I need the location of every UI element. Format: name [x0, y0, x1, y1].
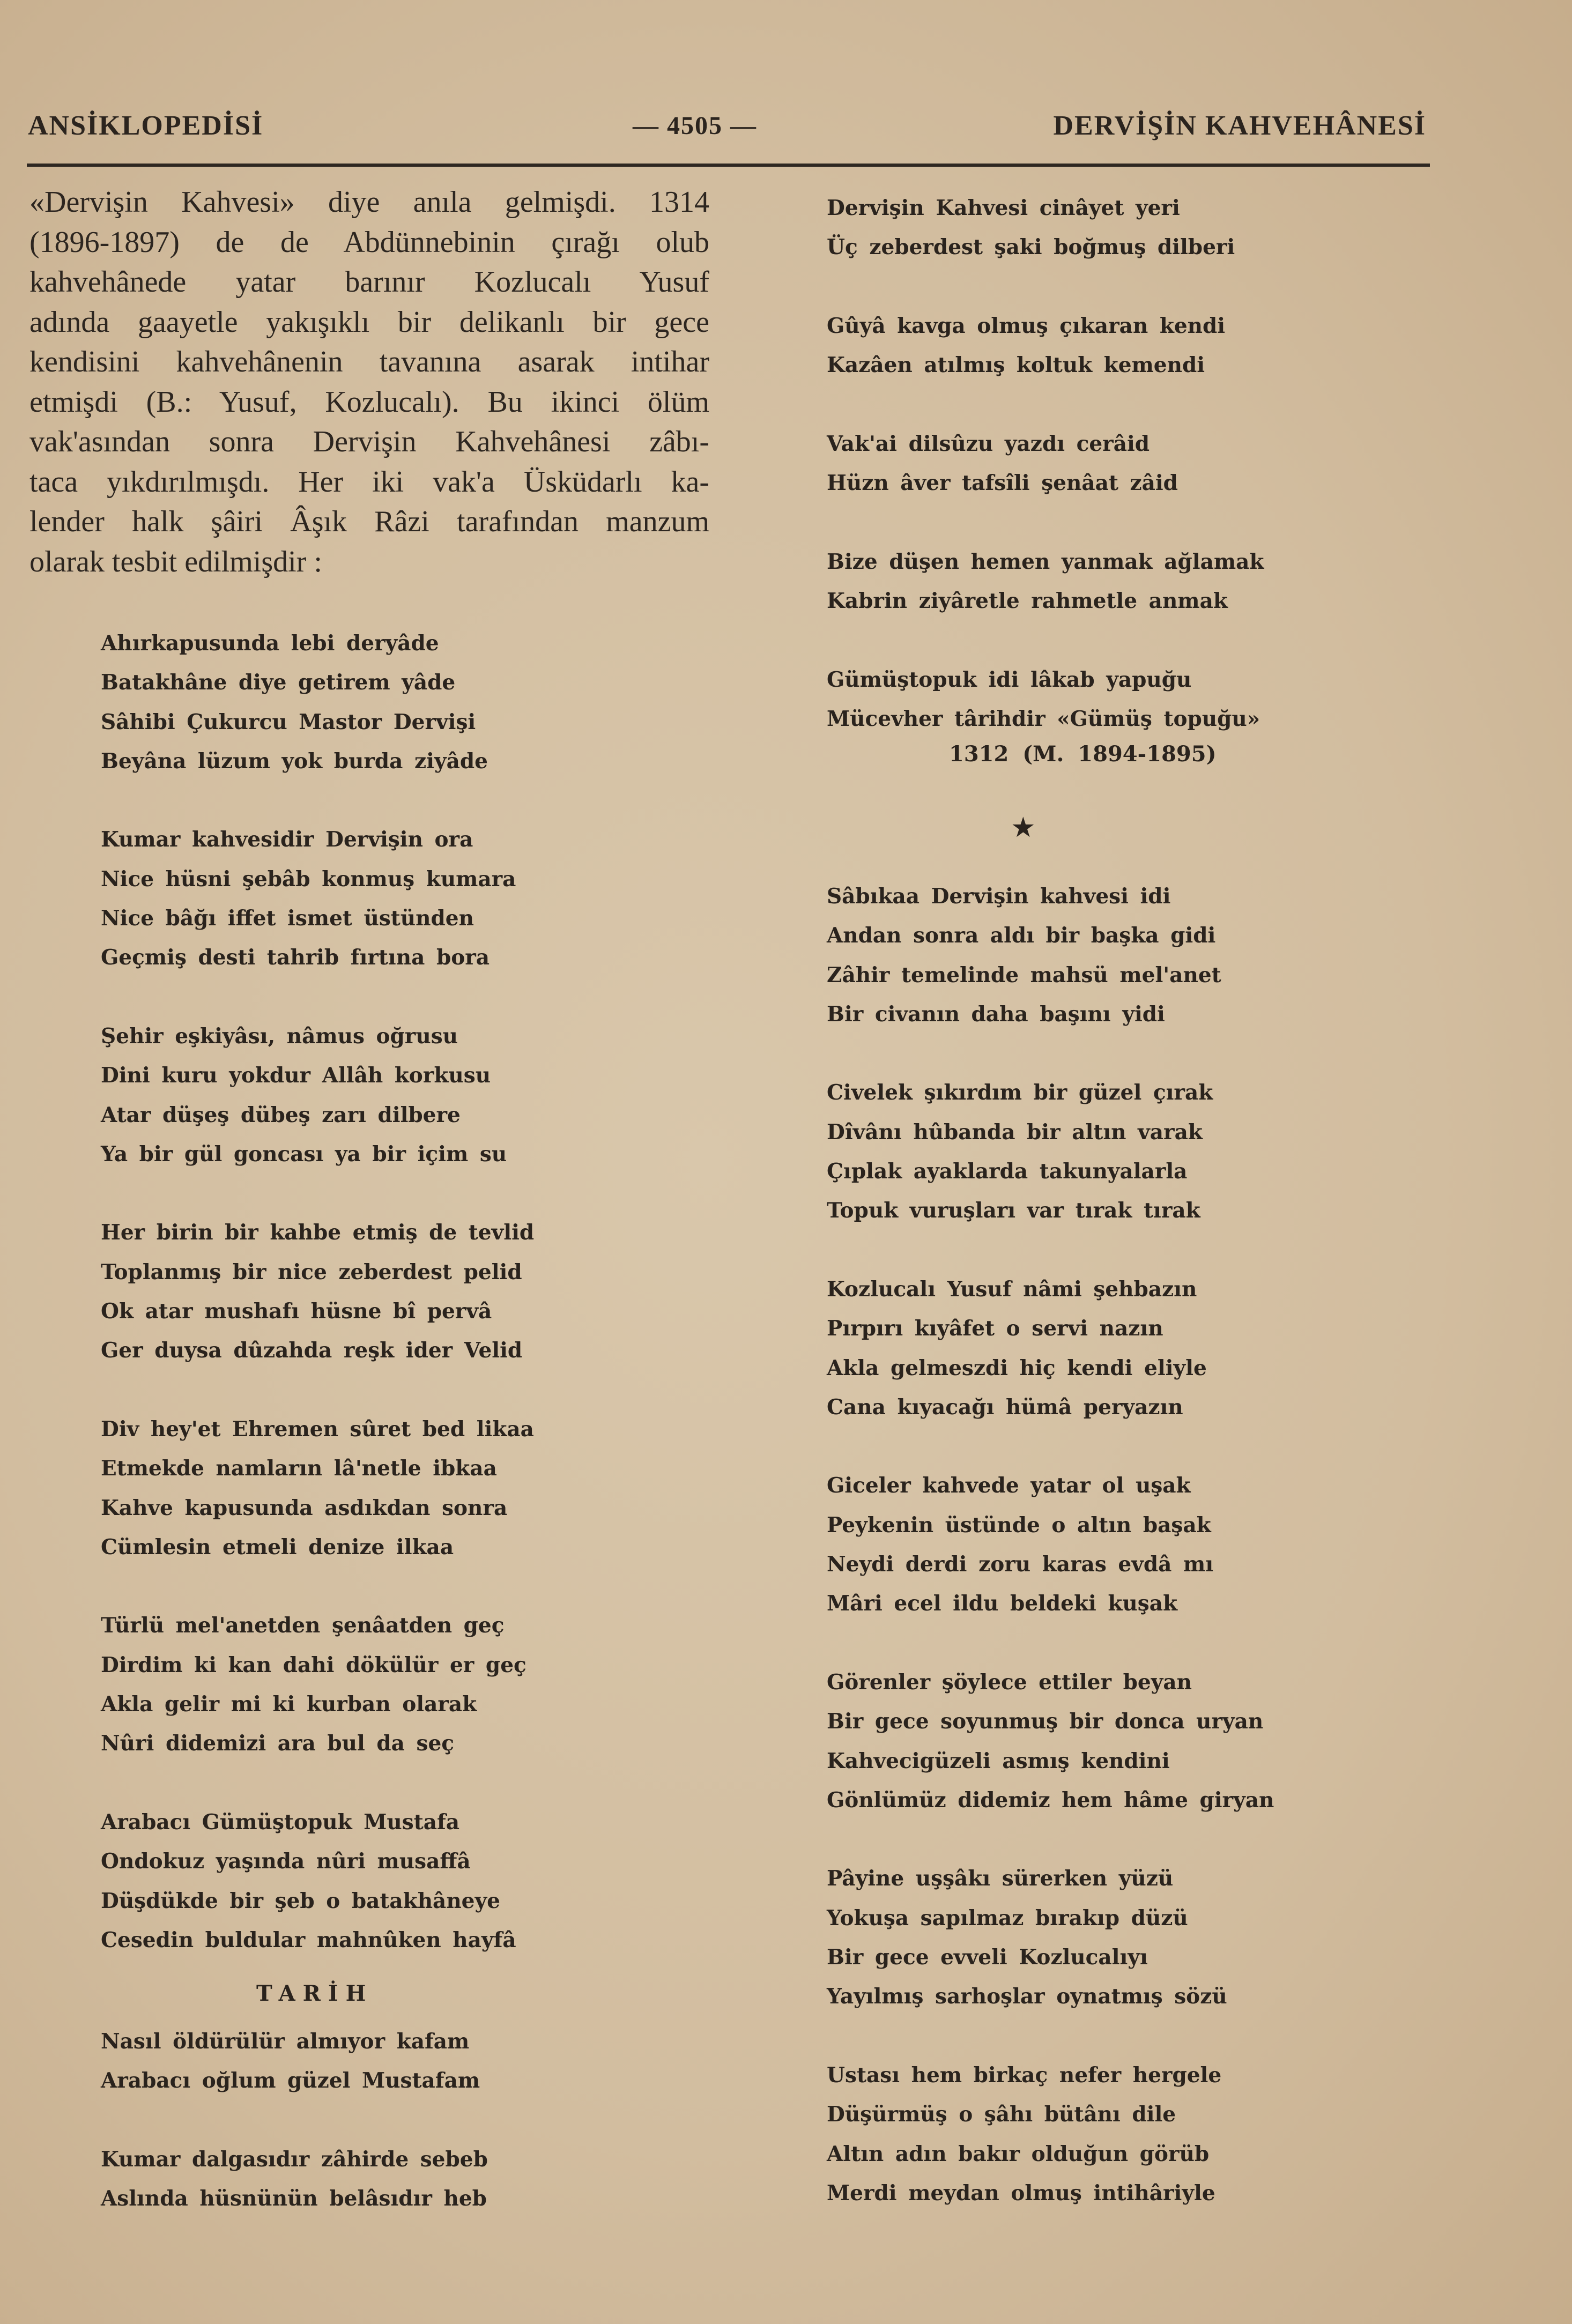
verse-line: Bir gece soyunmuş bir donca uryan: [827, 1709, 1264, 1734]
verse-line: Her birin bir kahbe etmiş de tevlid: [101, 1220, 535, 1245]
verse-line: Andan sonra aldı bir başka gidi: [827, 923, 1216, 948]
header-rule: [27, 164, 1430, 167]
verse-line: Atar düşeş dübeş zarı dilbere: [101, 1102, 461, 1127]
prose-line: olarak tesbit edilmişdir :: [29, 545, 322, 578]
verse-line: Topuk vuruşları var tırak tırak: [827, 1198, 1200, 1223]
verse-line: Üç zeberdest şaki boğmuş dilberi: [827, 235, 1235, 260]
verse-line: Ustası hem birkaç nefer hergele: [827, 2062, 1222, 2088]
verse-line: Ahırkapusunda lebi deryâde: [101, 631, 439, 656]
verse-line: Beyâna lüzum yok burda ziyâde: [101, 748, 488, 774]
verse-line: Mücevher târihdir «Gümüş topuğu»: [827, 706, 1260, 731]
star-icon: ★: [1011, 813, 1036, 843]
stanza: [101, 820, 534, 977]
stanza: [827, 1859, 1274, 2016]
stanza: [101, 624, 534, 781]
verse-line: Kumar kahvesidir Dervişin ora: [101, 827, 473, 852]
verse-line: Peykenin üstünde o altın başak: [827, 1512, 1211, 1538]
article-prose: [29, 182, 709, 582]
verse-line: Cesedin buldular mahnûken hayfâ: [101, 1927, 516, 1952]
verse-line: Görenler şöylece ettiler beyan: [827, 1669, 1192, 1695]
verse-line: Cümlesin etmeli denize ilkaa: [101, 1534, 454, 1560]
stanza: [827, 877, 1274, 1034]
prose-line: etmişdi (B.: Yusuf, Kozlucalı). Bu ikinci ölüm: [29, 385, 709, 419]
stanza: [827, 1073, 1274, 1230]
verse-line: Vak'ai dilsûzu yazdı cerâid: [827, 431, 1150, 456]
stanza: [827, 189, 1264, 268]
stanza: [101, 1017, 534, 1174]
prose-line: (1896-1897) de de Abdünnebinin çırağı olub: [29, 225, 709, 259]
stanza: [101, 1606, 534, 1763]
verse-line: Kozlucalı Yusuf nâmi şehbazın: [827, 1276, 1197, 1302]
running-header-left: ANSİKLOPEDİSİ: [28, 110, 264, 141]
stanza: [101, 1410, 534, 1567]
verse-line: Dîvânı hûbanda bir altın varak: [827, 1119, 1203, 1145]
verse-line: Sâbıkaa Dervişin kahvesi idi: [827, 884, 1171, 909]
prose-line: «Dervişin Kahvesi» diye anıla gelmişdi. 1314: [29, 185, 709, 219]
verse-line: Mâri ecel ildu beldeki kuşak: [827, 1591, 1178, 1616]
verse-line: Gönlümüz didemiz hem hâme giryan: [827, 1787, 1274, 1813]
verse-line: Aslında hüsnünün belâsıdır heb: [101, 2186, 487, 2211]
stanza: [101, 2022, 488, 2101]
verse-line: Altın adın bakır olduğun görüb: [827, 2141, 1210, 2166]
verse-line: Kahve kapusunda asdıkdan sonra: [101, 1495, 508, 1520]
verse-line: Çıplak ayaklarda takunyalarla: [827, 1159, 1188, 1184]
verse-line: Dirdim ki kan dahi dökülür er geç: [101, 1652, 527, 1677]
verse-line: Kumar dalgasıdır zâhirde sebeb: [101, 2147, 488, 2172]
verse-line: Etmekde namların lâ'netle ibkaa: [101, 1456, 497, 1481]
verse-line: Kazâen atılmış koltuk kemendi: [827, 353, 1205, 378]
verse-line: Ger duysa dûzahda reşk ider Velid: [101, 1338, 523, 1363]
verse-line: Kahvecigüzeli asmış kendini: [827, 1748, 1170, 1773]
poem-right-couplets: [827, 189, 1264, 739]
verse-line: Cana kıyacağı hümâ peryazın: [827, 1394, 1183, 1420]
verse-line: Bize düşen hemen yanmak ağlamak: [827, 549, 1264, 574]
verse-line: Gümüştopuk idi lâkab yapuğu: [827, 667, 1192, 692]
verse-line: Arabacı oğlum güzel Mustafam: [101, 2068, 480, 2093]
verse-line: Nice hüsni şebâb konmuş kumara: [101, 866, 516, 892]
stanza: [827, 2056, 1274, 2213]
verse-line: Hüzn âver tafsîli şenâat zâid: [827, 471, 1178, 496]
verse-line: Zâhir temelinde mahsü mel'anet: [827, 962, 1221, 987]
running-header-right: DERVİŞİN KAHVEHÂNESİ: [1053, 110, 1426, 141]
verse-line: Geçmiş desti tahrib fırtına bora: [101, 945, 490, 970]
prose-line: vak'asından sonra Dervişin Kahvehânesi zâbı-: [29, 425, 709, 458]
tarih-heading: TARİH: [256, 1981, 374, 2006]
verse-line: Türlü mel'anetden şenâatden geç: [101, 1613, 505, 1638]
chronogram-date: 1312 (M. 1894-1895): [949, 741, 1217, 767]
stanza: [101, 2140, 488, 2219]
verse-line: Akla gelir mi ki kurban olarak: [101, 1692, 477, 1717]
stanza: [827, 307, 1264, 385]
verse-line: Dini kuru yokdur Allâh korkusu: [101, 1063, 491, 1088]
verse-line: Batakhâne diye getirem yâde: [101, 670, 456, 695]
prose-line: adında gaayetle yakışıklı bir delikanlı bir gece: [29, 305, 709, 339]
verse-line: Şehir eşkiyâsı, nâmus oğrusu: [101, 1023, 458, 1049]
poem-left-column: [101, 624, 534, 1960]
verse-line: Ok atar mushafı hüsne bî pervâ: [101, 1299, 492, 1324]
verse-line: Akla gelmeszdi hiç kendi eliyle: [827, 1355, 1207, 1380]
poem-right-column: [827, 877, 1274, 2213]
stanza: [827, 1663, 1274, 1820]
stanza: [827, 660, 1264, 739]
verse-line: Yokuşa sapılmaz bırakıp düzü: [827, 1905, 1188, 1931]
prose-line: taca yıkdırılmışdı. Her iki vak'a Üsküdarlı ka-: [29, 465, 709, 499]
verse-line: Giceler kahvede yatar ol uşak: [827, 1473, 1191, 1498]
stanza: [827, 543, 1264, 621]
verse-line: Nice bâğı iffet ismet üstünden: [101, 906, 474, 931]
verse-line: Nûri didemizi ara bul da seç: [101, 1731, 455, 1756]
verse-line: Pâyine uşşâkı sürerken yüzü: [827, 1866, 1174, 1891]
verse-line: Bir gece evveli Kozlucalıyı: [827, 1945, 1148, 1970]
verse-line: Sâhibi Çukurcu Mastor Dervişi: [101, 709, 476, 734]
prose-line: kendisini kahvehânenin tavanına asarak intihar: [29, 345, 709, 378]
verse-line: Ondokuz yaşında nûri musaffâ: [101, 1849, 471, 1874]
verse-line: Bir civanın daha başını yidi: [827, 1001, 1165, 1027]
verse-line: Toplanmış bir nice zeberdest pelid: [101, 1259, 522, 1284]
verse-line: Kabrin ziyâretle rahmetle anmak: [827, 588, 1228, 613]
verse-line: Gûyâ kavga olmuş çıkaran kendi: [827, 313, 1226, 338]
tarih-poem: [101, 2022, 488, 2218]
stanza: [827, 1466, 1274, 1623]
stanza: [827, 425, 1264, 503]
verse-line: Div hey'et Ehremen sûret bed likaa: [101, 1416, 534, 1442]
verse-line: Pırpırı kıyâfet o servi nazın: [827, 1316, 1163, 1341]
stanza: [101, 1213, 534, 1370]
verse-line: Neydi derdi zoru karas evdâ mı: [827, 1552, 1214, 1577]
prose-line: lender halk şâiri Âşık Râzi tarafından manzum: [29, 505, 709, 538]
page-number: — 4505 —: [633, 112, 757, 140]
verse-line: Nasıl öldürülür almıyor kafam: [101, 2029, 470, 2054]
verse-line: Arabacı Gümüştopuk Mustafa: [101, 1809, 460, 1835]
verse-line: Düşdükde bir şeb o batakhâneye: [101, 1888, 500, 1913]
verse-line: Ya bir gül goncası ya bir içim su: [101, 1141, 507, 1167]
verse-line: Yayılmış sarhoşlar oynatmış sözü: [827, 1984, 1227, 2009]
verse-line: Civelek şıkırdım bir güzel çırak: [827, 1080, 1213, 1105]
verse-line: Dervişin Kahvesi cinâyet yeri: [827, 196, 1180, 220]
verse-line: Düşürmüş o şâhı bütânı dile: [827, 2102, 1176, 2127]
stanza: [827, 1270, 1274, 1427]
verse-line: Merdi meydan olmuş intihâriyle: [827, 2180, 1215, 2206]
stanza: [101, 1803, 534, 1960]
prose-line: kahvehânede yatar barınır Kozlucalı Yusuf: [29, 265, 709, 299]
